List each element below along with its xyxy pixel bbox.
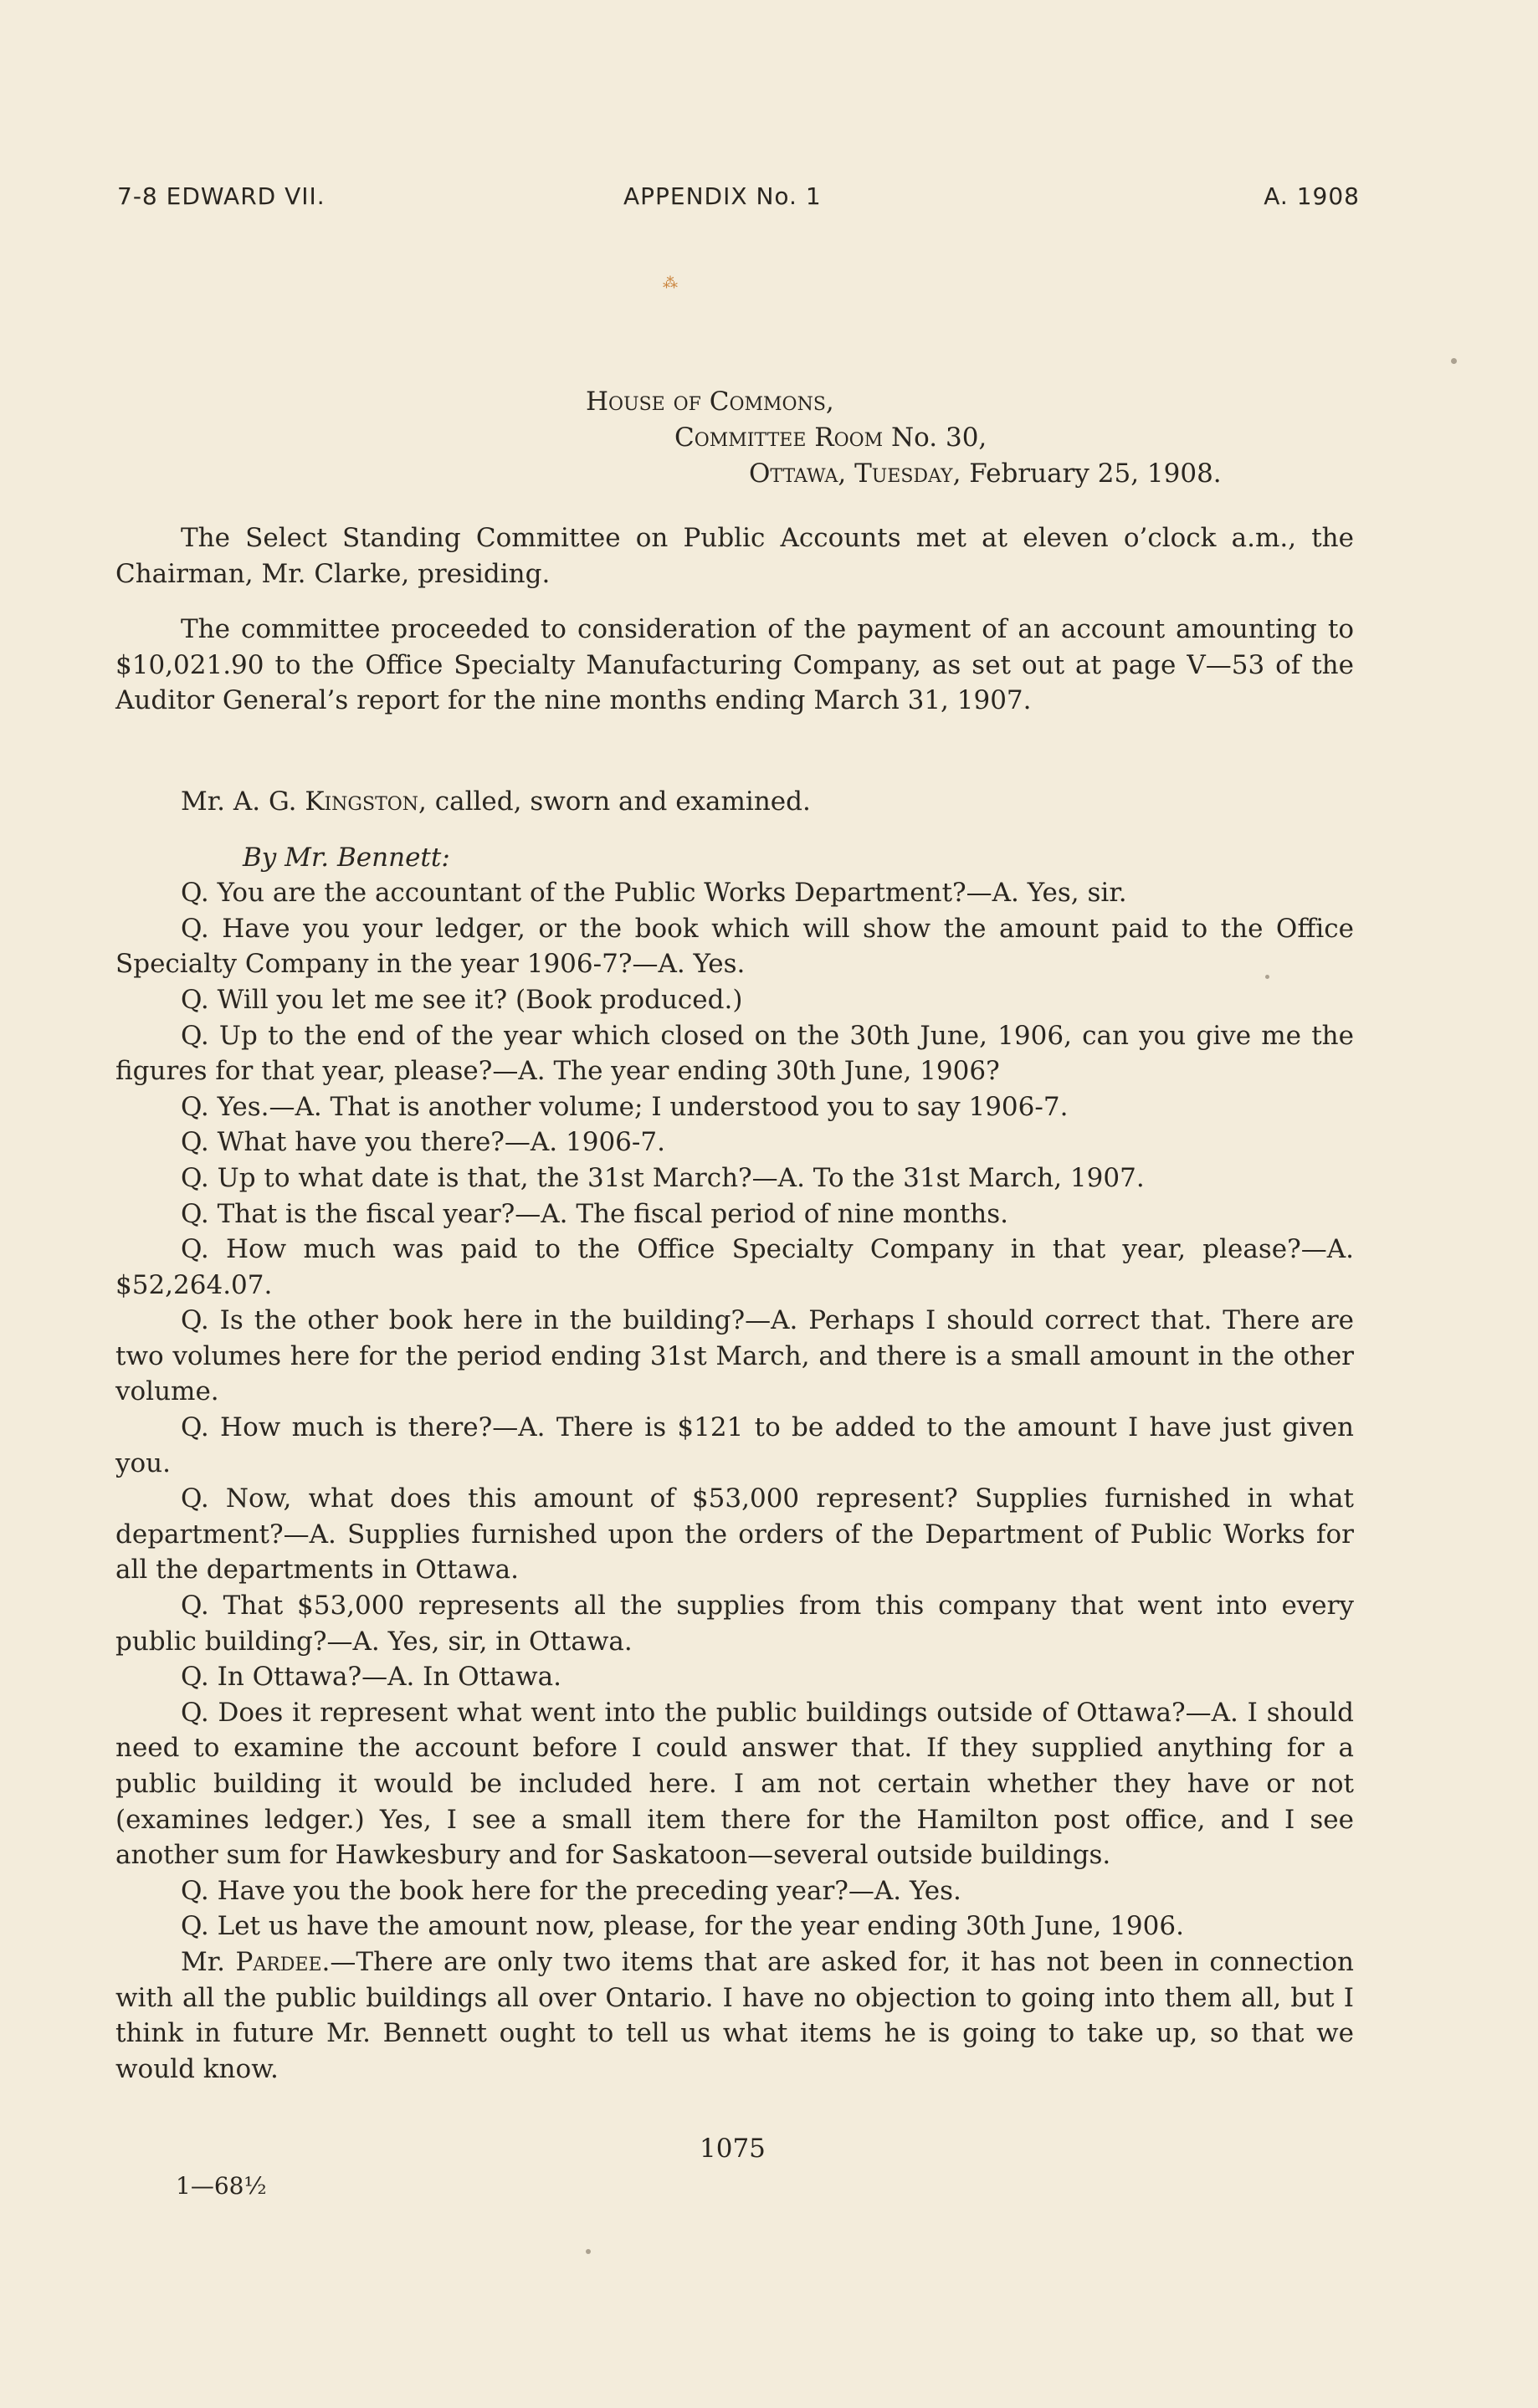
speaker-text: —There are only two items that are asked for, it has not been in connection with all the public buildings all over Ontario. I have no objection to going into them all, but I think in future Mr. Bennett ought to tell us what items he is going to take up, so that we would know. [115,1946,1354,2084]
qa-paragraph: Q. Does it represent what went into the public buildings outside of Ottawa?—A. I should need to examine the account before I could answer that. If they supplied anything for a public building it would be included here. I am not certain whether they have or not (examines ledger.) Yes, I see a small item there for the Hamilton post office, and I see another sum for Hawkesbury and for Saskatoon—several outside buildings. [115,1697,1354,1871]
qa-paragraph: Q. That is the fiscal year?—A. The fiscal period of nine months. [181,1198,1008,1229]
paper-speck [1451,358,1457,364]
meeting-date: February 25, 1908. [961,459,1222,489]
paper-speck [586,2249,591,2254]
witness-line [115,784,1354,820]
witness-name: Kingston, [305,786,427,817]
ornament-mark: ⁂ [663,274,678,292]
qa-paragraph: Q. Will you let me see it? (Book produced.) [181,984,743,1015]
examiner-line: By Mr. Bennett: [243,842,450,873]
signature-mark: 1—68½ [176,2172,267,2200]
qa-paragraph: Q. Up to what date is that, the 31st March?—A. To the 31st March, 1907. [181,1162,1145,1193]
page-number: 1075 [700,2134,766,2164]
speaker-prefix: Mr. [181,1946,236,1977]
dateline-line-2 [674,423,987,453]
witness-rest: called, sworn and examined. [426,786,811,817]
qa-paragraph: Q. How much was paid to the Office Specialty Company in that year, please?—A. $52,264.07. [115,1234,1354,1300]
qa-paragraph: Q. Let us have the amount now, please, for the year ending 30th June, 1906. [181,1911,1184,1942]
qa-paragraph: Q. What have you there?—A. 1906-7. [181,1127,665,1158]
witness-prefix: Mr. A. G. [181,786,305,817]
speaker-name: Pardee. [235,1946,331,1977]
header-right: A. 1908 [1264,182,1360,210]
paper-speck [1265,975,1269,979]
qa-paragraph: Q. That $53,000 represents all the supplies from this company that went into every public building?—A. Yes, sir, in Ottawa. [115,1591,1354,1657]
qa-paragraph: Q. Now, what does this amount of $53,000 represent? Supplies furnished in what department?—A. Supplies furnished upon the orders of the Department of Public Works for all the departments in Ottawa. [115,1483,1354,1586]
header-center: APPENDIX No. 1 [623,182,822,210]
body-text [115,520,1354,2087]
speaker-paragraph [115,1944,1354,2087]
qa-paragraph: Q. Have you the book here for the preceding year?—A. Yes. [181,1875,961,1906]
intro-paragraph-2: The committee proceeded to consideration of the payment of an account amounting to $10,021.90 to the Office Specialty Manufacturing Company, as set out at page V—53 of the Auditor General’s report for the nine months ending March 31, 1907. [115,614,1354,716]
qa-paragraph: Q. Is the other book here in the building?—A. Perhaps I should correct that. There are two volumes here for the period ending 31st March, and there is a small amount in the other volume. [115,1305,1354,1407]
qa-paragraph: Q. How much is there?—A. There is $121 to be added to the amount I have just given you. [115,1412,1354,1478]
place-day: Ottawa, Tuesday, [749,459,961,489]
qa-paragraph: Q. Up to the end of the year which closed on the 30th June, 1906, can you give me the figures for that year, please?—A. The year ending 30th June, 1906? [115,1020,1354,1087]
qa-paragraph: Q. Have you your ledger, or the book which will show the amount paid to the Office Specialty Company in the year 1906-7?—A. Yes. [115,913,1354,980]
running-head [117,182,1360,216]
committee-room: Committee Room [674,423,884,453]
qa-paragraph: Q. You are the accountant of the Public Works Department?—A. Yes, sir. [181,878,1127,909]
dateline-line-1 [586,387,834,417]
house-of-commons: House of Commons, [586,387,834,417]
qa-paragraph: Q. In Ottawa?—A. In Ottawa. [181,1662,561,1693]
header-left: 7-8 EDWARD VII. [117,182,326,210]
intro-paragraph-1: The Select Standing Committee on Public Accounts met at eleven o’clock a.m., the Chairman, Mr. Clarke, presiding. [115,523,1354,589]
dateline-line-3 [749,459,1222,489]
qa-paragraph: Q. Yes.—A. That is another volume; I understood you to say 1906-7. [181,1091,1069,1122]
room-number: No. 30, [883,423,987,453]
